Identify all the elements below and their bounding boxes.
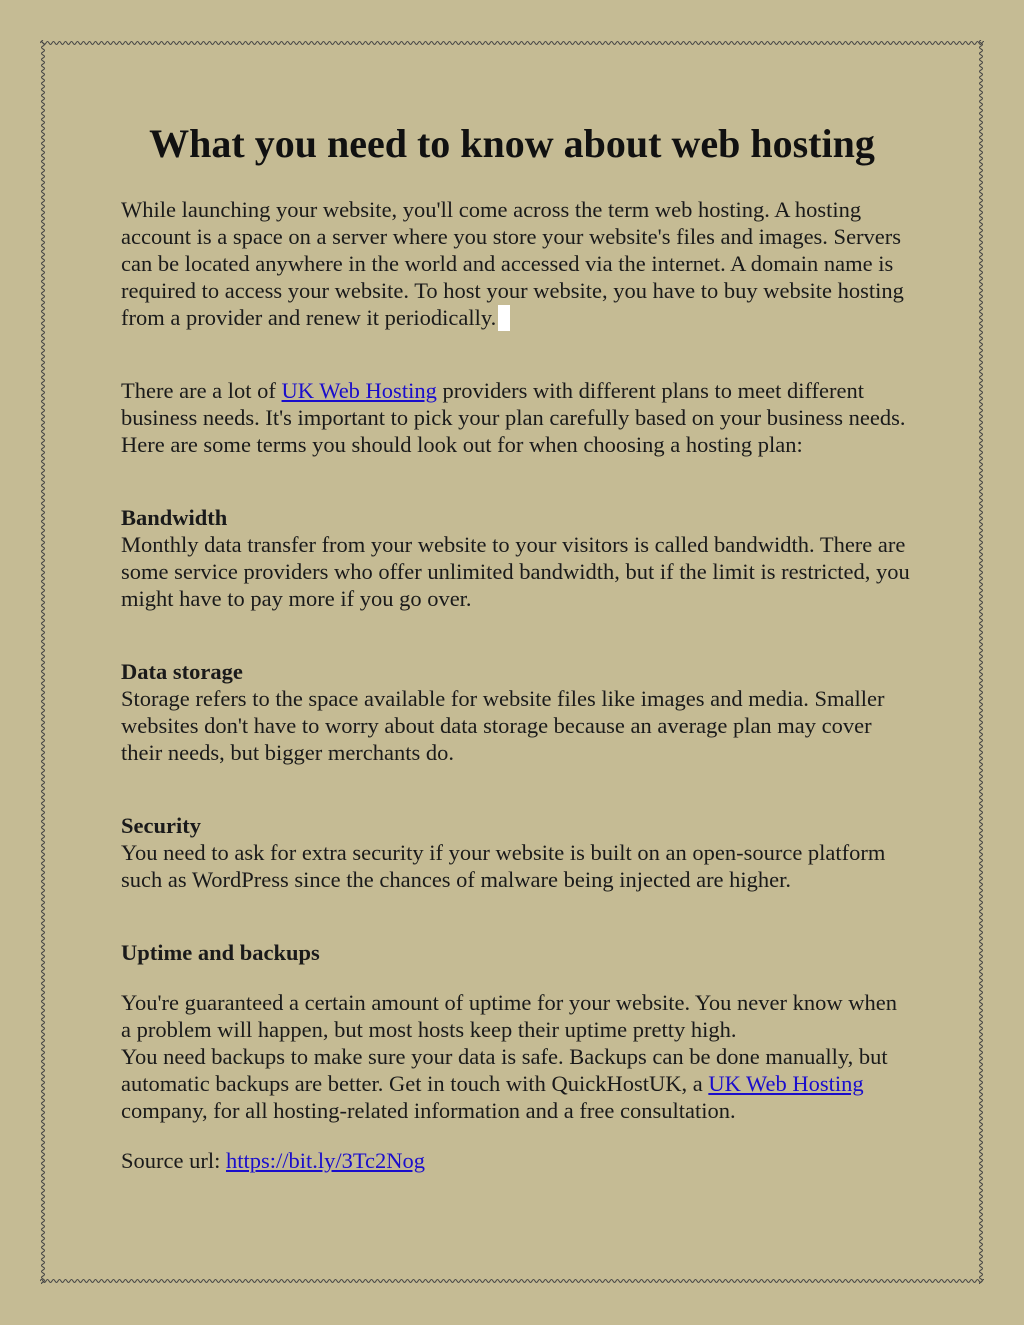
section-body: Monthly data transfer from your website to your visitors is called bandwidth. There are some service providers who offer unlimited bandwidth, but if the limit is restricted, you might have to pay more if you go over.	[121, 532, 910, 611]
text-cursor	[498, 305, 510, 331]
section-title: Data storage	[121, 659, 243, 684]
providers-text-before: There are a lot of	[121, 378, 282, 403]
section-data-storage	[121, 658, 911, 766]
border-left	[40, 40, 46, 1284]
article	[121, 120, 911, 1174]
uptime-text-after: company, for all hosting-related information and a free consultation.	[121, 1098, 736, 1123]
section-body: Storage refers to the space available for website files like images and media. Smaller websites don't have to worry about data storage because an average plan may cover their needs, but bigger merchants do.	[121, 686, 885, 765]
uptime-body	[121, 989, 911, 1124]
providers-text-after: providers with different plans to meet different business needs. It's important to pick your plan carefully based on your business needs. Here are some terms you should look out for when choosing a hosting plan:	[121, 378, 906, 457]
uptime-title: Uptime and backups	[121, 940, 320, 965]
providers-paragraph	[121, 377, 911, 458]
intro-paragraph	[121, 196, 911, 331]
section-bandwidth	[121, 504, 911, 612]
uptime-line-1: You're guaranteed a certain amount of uptime for your website. You never know when a problem will happen, but most hosts keep their uptime pretty high.	[121, 990, 897, 1042]
source-label: Source url:	[121, 1148, 226, 1173]
section-title: Security	[121, 813, 201, 838]
border-bottom	[40, 1278, 984, 1284]
source-line	[121, 1147, 911, 1174]
intro-text: While launching your website, you'll come across the term web hosting. A hosting account is a space on a server where you store your website's files and images. Servers can be located anywhere in the world and accessed via the internet. A domain name is required to access your website. To host your website, you have to buy website hosting from a provider and renew it periodically.	[121, 197, 904, 330]
border-right	[978, 40, 984, 1284]
border-top	[40, 40, 984, 46]
source-url-link[interactable]: https://bit.ly/3Tc2Nog	[225, 1148, 426, 1173]
uk-web-hosting-link-2[interactable]: UK Web Hosting	[708, 1071, 864, 1096]
uptime-line-2	[121, 1043, 911, 1124]
uptime-text-before: You need backups to make sure your data is safe. Backups can be done manually, but automatic backups are better. Get in touch with QuickHostUK, a	[121, 1044, 888, 1096]
section-body: You need to ask for extra security if your website is built on an open-source platform such as WordPress since the chances of malware being injected are higher.	[121, 840, 886, 892]
page-title: What you need to know about web hosting	[149, 121, 875, 166]
uk-web-hosting-link[interactable]: UK Web Hosting	[281, 378, 437, 403]
section-title: Bandwidth	[121, 505, 228, 530]
section-security	[121, 812, 911, 893]
